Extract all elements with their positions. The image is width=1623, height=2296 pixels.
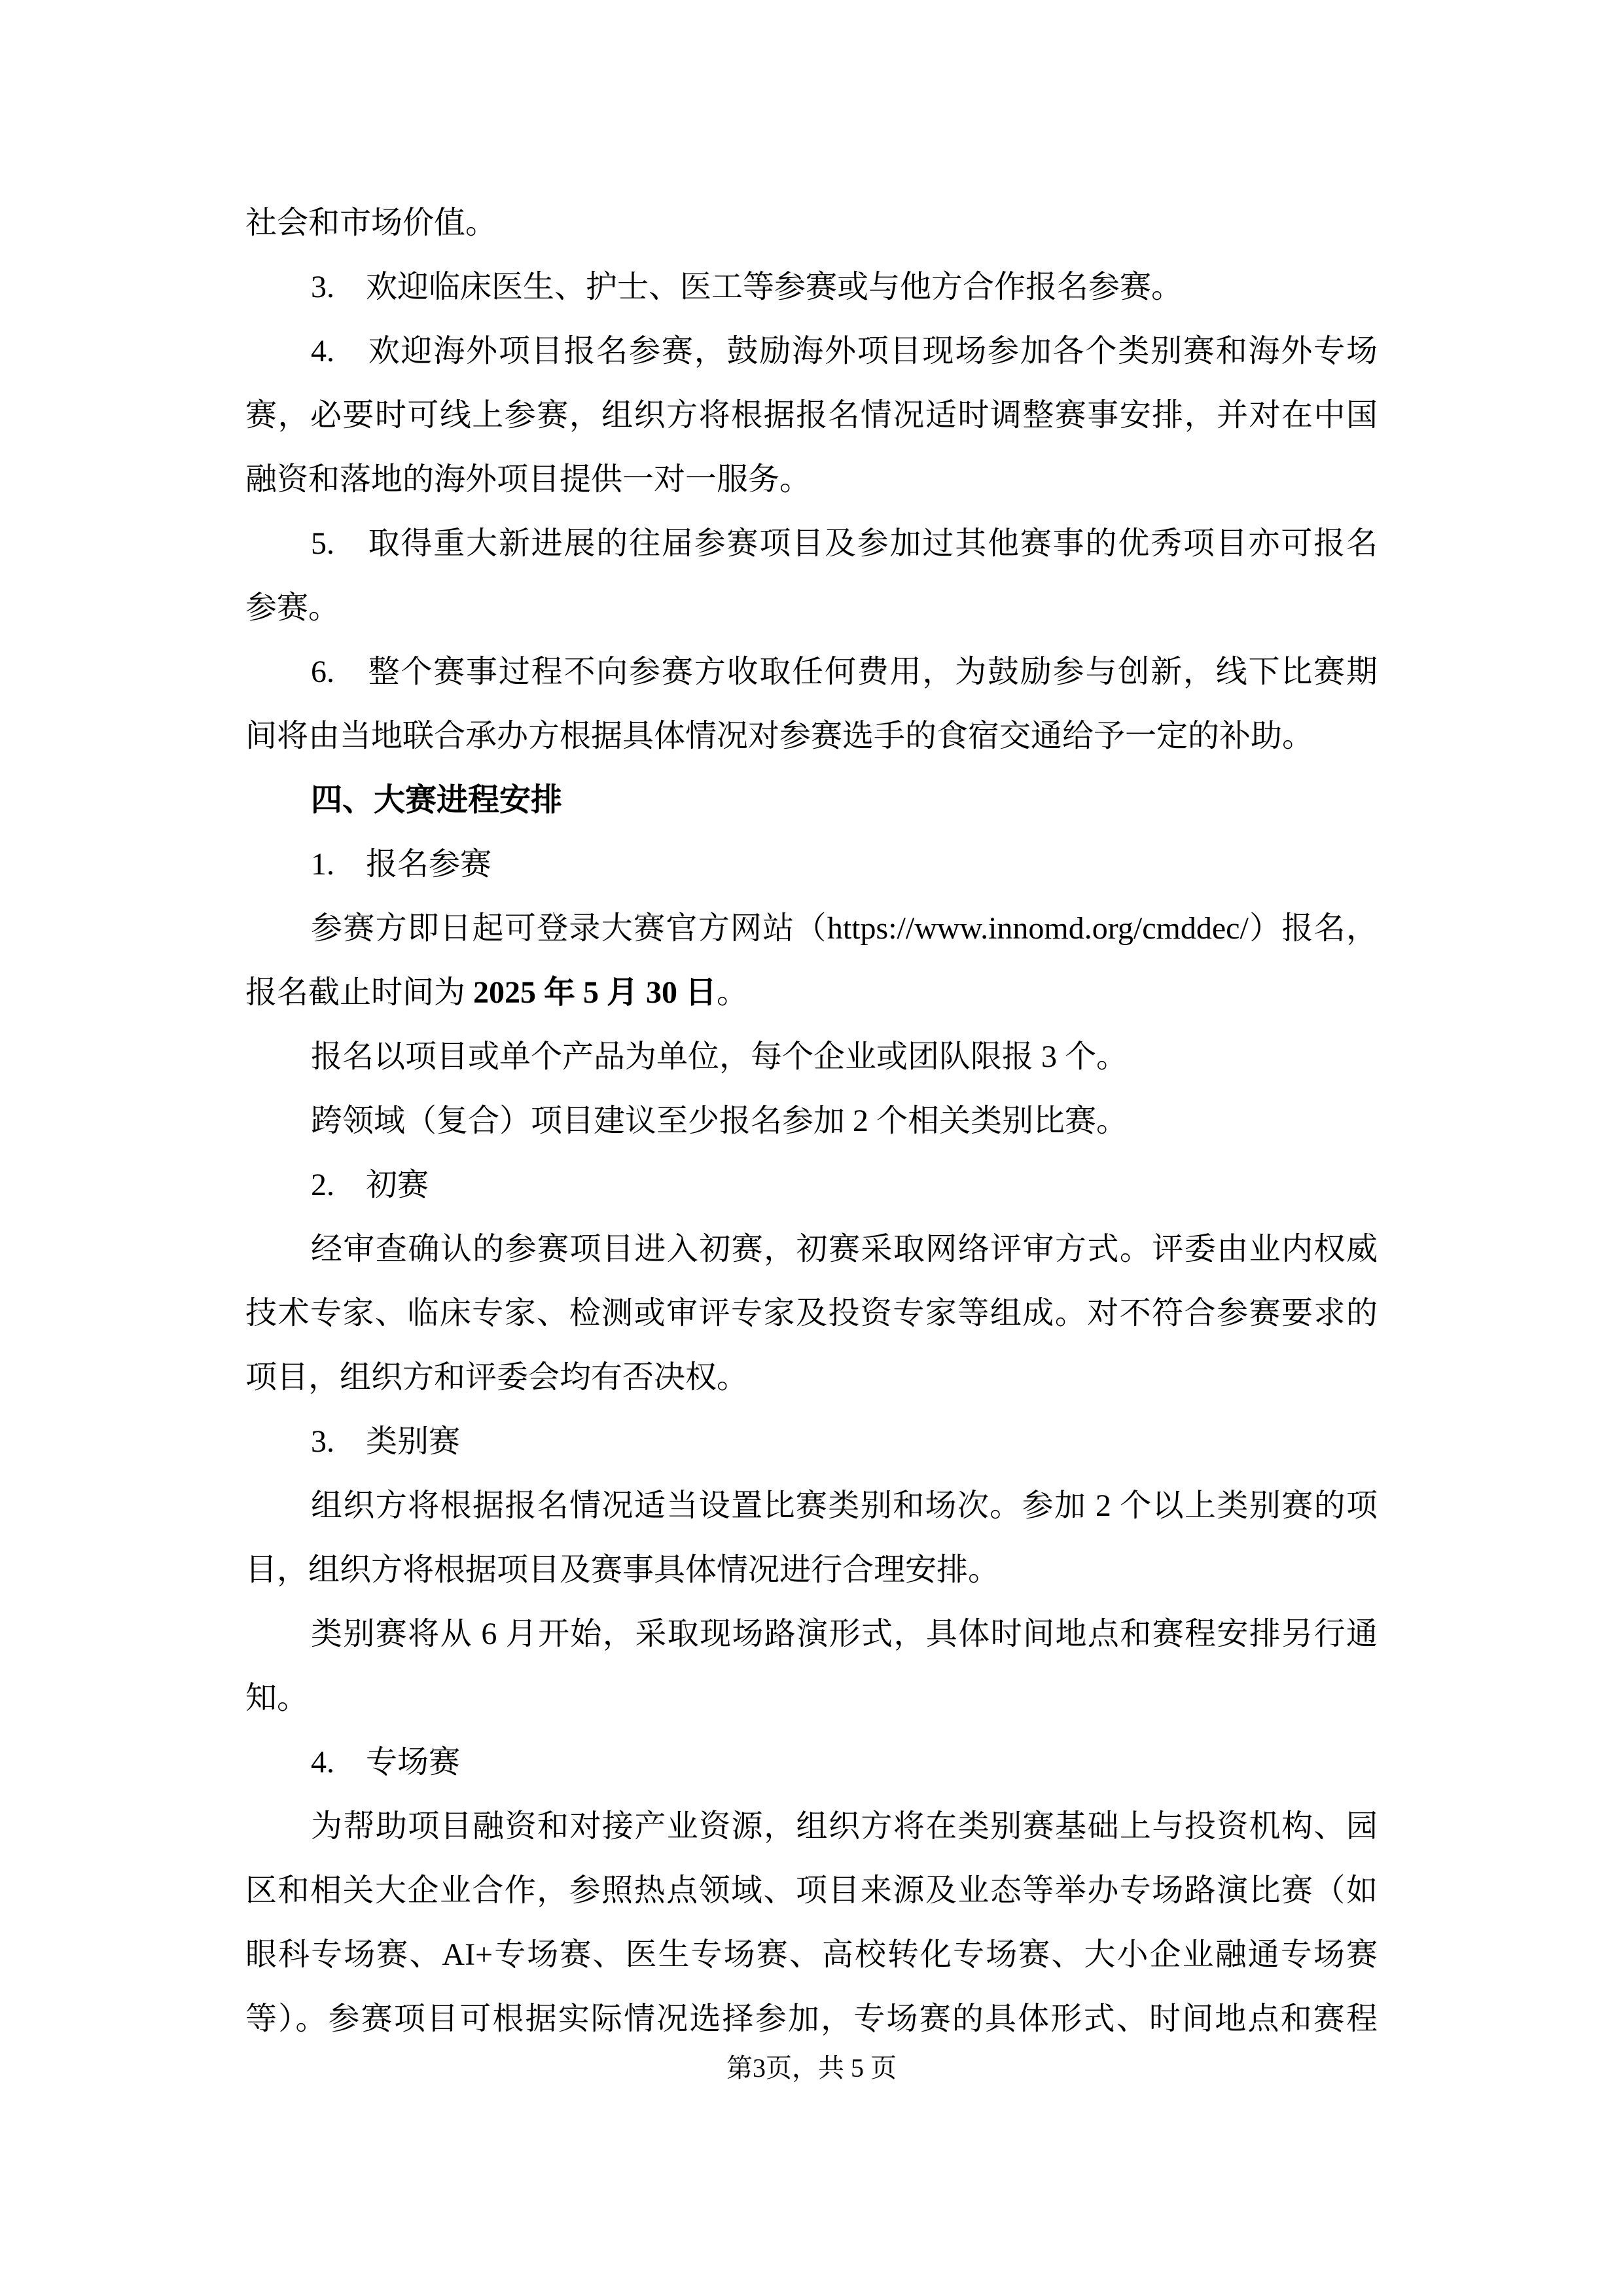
text-run: 1. 报名参赛 — [311, 847, 492, 882]
text-run: 技术专家、临床专家、检测或审评专家及投资专家等组成。对不符合参赛要求的 — [245, 1296, 1378, 1331]
text-run: 区和相关大企业合作，参照热点领域、项目来源及业态等举办专场路演比赛（如 — [245, 1873, 1378, 1908]
text-line — [245, 255, 1378, 319]
text-run: 四、大赛进程安排 — [311, 783, 563, 817]
text-run: 。 — [717, 975, 749, 1010]
text-run: 4. 欢迎海外项目报名参赛，鼓励海外项目现场参加各个类别赛和海外专场 — [311, 334, 1378, 368]
text-line — [245, 1282, 1378, 1346]
text-run: 间将由当地联合承办方根据具体情况对参赛选手的食宿交通给予一定的补助。 — [245, 719, 1314, 753]
text-run: 参赛。 — [245, 590, 340, 625]
text-line — [245, 1795, 1378, 1859]
text-line — [245, 1602, 1378, 1666]
text-run: 4. 专场赛 — [311, 1745, 461, 1780]
text-run: 眼科专场赛、AI+专场赛、医生专场赛、高校转化专场赛、大小企业融通专场赛 — [245, 1937, 1378, 1972]
text-run: 参赛方即日起可登录大赛官方网站（https://www.innomd.org/cmddec/）报名， — [311, 911, 1378, 946]
text-line — [245, 191, 1378, 255]
text-line — [245, 1666, 1378, 1731]
text-run: 5. 取得重大新进展的往届参赛项目及参加过其他赛事的优秀项目亦可报名 — [311, 526, 1378, 561]
text-run: 跨领域（复合）项目建议至少报名参加 2 个相关类别比赛。 — [311, 1103, 1128, 1138]
text-run: 等）。参赛项目可根据实际情况选择参加，专场赛的具体形式、时间地点和赛程 — [245, 2001, 1378, 2036]
text-line — [245, 1025, 1378, 1089]
text-run: 类别赛将从 6 月开始，采取现场路演形式，具体时间地点和赛程安排另行通 — [311, 1617, 1378, 1651]
text-run: 3. 欢迎临床医生、护士、医工等参赛或与他方合作报名参赛。 — [311, 270, 1183, 304]
text-line — [245, 1410, 1378, 1474]
text-line — [245, 1987, 1378, 2051]
text-run: 融资和落地的海外项目提供一对一服务。 — [245, 462, 812, 497]
text-run: 目，组织方将根据项目及赛事具体情况进行合理安排。 — [245, 1552, 1000, 1587]
text-run: 赛，必要时可线上参赛，组织方将根据报名情况适时调整赛事安排，并对在中国 — [245, 398, 1378, 433]
section-heading — [245, 768, 1378, 833]
text-line — [245, 897, 1378, 961]
text-line — [245, 640, 1378, 704]
text-line — [245, 448, 1378, 512]
text-run: 报名截止时间为 — [245, 975, 474, 1010]
text-line — [245, 1538, 1378, 1602]
text-run: 组织方将根据报名情况适当设置比赛类别和场次。参加 2 个以上类别赛的项 — [311, 1488, 1378, 1523]
text-run: 知。 — [245, 1681, 309, 1715]
text-line — [245, 512, 1378, 576]
text-run: 社会和市场价值。 — [245, 206, 497, 240]
page-number: 第3页，共 5 页 — [726, 2053, 897, 2083]
text-run: 3. 类别赛 — [311, 1424, 461, 1459]
text-line — [245, 1859, 1378, 1923]
text-line — [245, 1217, 1378, 1282]
text-run: 6. 整个赛事过程不向参赛方收取任何费用，为鼓励参与创新，线下比赛期 — [311, 655, 1378, 689]
text-run: 2. 初赛 — [311, 1168, 429, 1202]
text-line — [245, 1731, 1378, 1795]
text-run: 经审查确认的参赛项目进入初赛，初赛采取网络评审方式。评委由业内权威 — [311, 1232, 1378, 1266]
text-line — [245, 576, 1378, 640]
text-line — [245, 961, 1378, 1025]
text-line — [245, 384, 1378, 448]
text-line — [245, 1089, 1378, 1153]
text-run: 项目，组织方和评委会均有否决权。 — [245, 1360, 749, 1395]
text-line — [245, 1474, 1378, 1538]
page-footer — [0, 2047, 1623, 2089]
text-run: 为帮助项目融资和对接产业资源，组织方将在类别赛基础上与投资机构、园 — [311, 1809, 1378, 1844]
text-line — [245, 1153, 1378, 1217]
text-line — [245, 319, 1378, 384]
text-line — [245, 1923, 1378, 1987]
document-body — [245, 191, 1378, 2051]
text-line — [245, 1346, 1378, 1410]
text-line — [245, 833, 1378, 897]
text-run: 报名以项目或单个产品为单位，每个企业或团队限报 3 个。 — [311, 1039, 1128, 1074]
text-line — [245, 704, 1378, 768]
text-run: 2025 年 5 月 30 日 — [473, 975, 717, 1010]
